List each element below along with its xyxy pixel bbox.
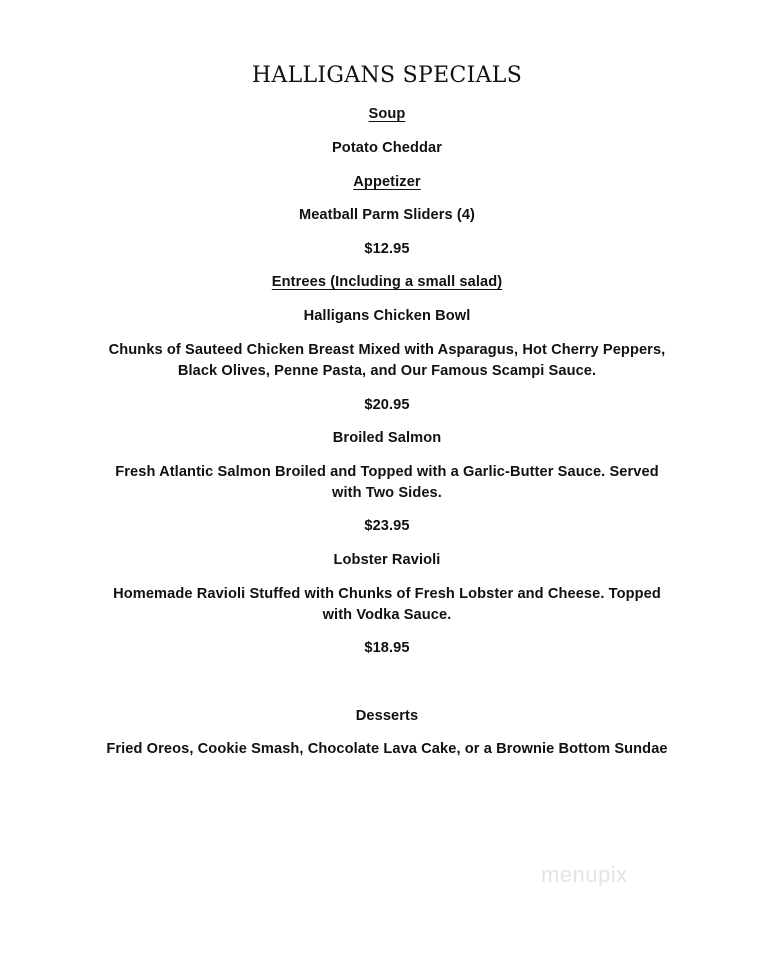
- entree-description: with Two Sides.: [332, 485, 442, 501]
- page-title: HALLIGANS SPECIALS: [251, 63, 523, 88]
- entree-name: Broiled Salmon: [332, 430, 442, 446]
- entree-description: Fresh Atlantic Salmon Broiled and Topped with a Garlic-Butter Sauce. Served: [115, 464, 659, 480]
- entree-description: Black Olives, Penne Pasta, and Our Famous Scampi Sauce.: [177, 363, 597, 379]
- entree-price: $23.95: [364, 518, 410, 534]
- appetizer-price: $12.95: [364, 241, 410, 257]
- appetizer-item: Meatball Parm Sliders (4): [298, 207, 476, 223]
- watermark: menupix: [541, 862, 628, 887]
- entrees-heading: Entrees (Including a small salad): [271, 274, 503, 290]
- entree-name: Halligans Chicken Bowl: [303, 308, 471, 324]
- entree-name: Lobster Ravioli: [333, 552, 441, 568]
- desserts-heading: Desserts: [355, 708, 419, 724]
- entree-description: with Vodka Sauce.: [322, 607, 452, 623]
- desserts-items: Fried Oreos, Cookie Smash, Chocolate Lava Cake, or a Brownie Bottom Sundae: [106, 741, 668, 757]
- soup-heading: Soup: [368, 106, 406, 122]
- entree-description: Chunks of Sauteed Chicken Breast Mixed with Asparagus, Hot Cherry Peppers,: [108, 342, 666, 358]
- appetizer-heading: Appetizer: [353, 174, 421, 190]
- entree-description: Homemade Ravioli Stuffed with Chunks of Fresh Lobster and Cheese. Topped: [113, 586, 661, 602]
- soup-item: Potato Cheddar: [331, 140, 443, 156]
- entree-price: $18.95: [364, 640, 410, 656]
- entree-price: $20.95: [364, 397, 410, 413]
